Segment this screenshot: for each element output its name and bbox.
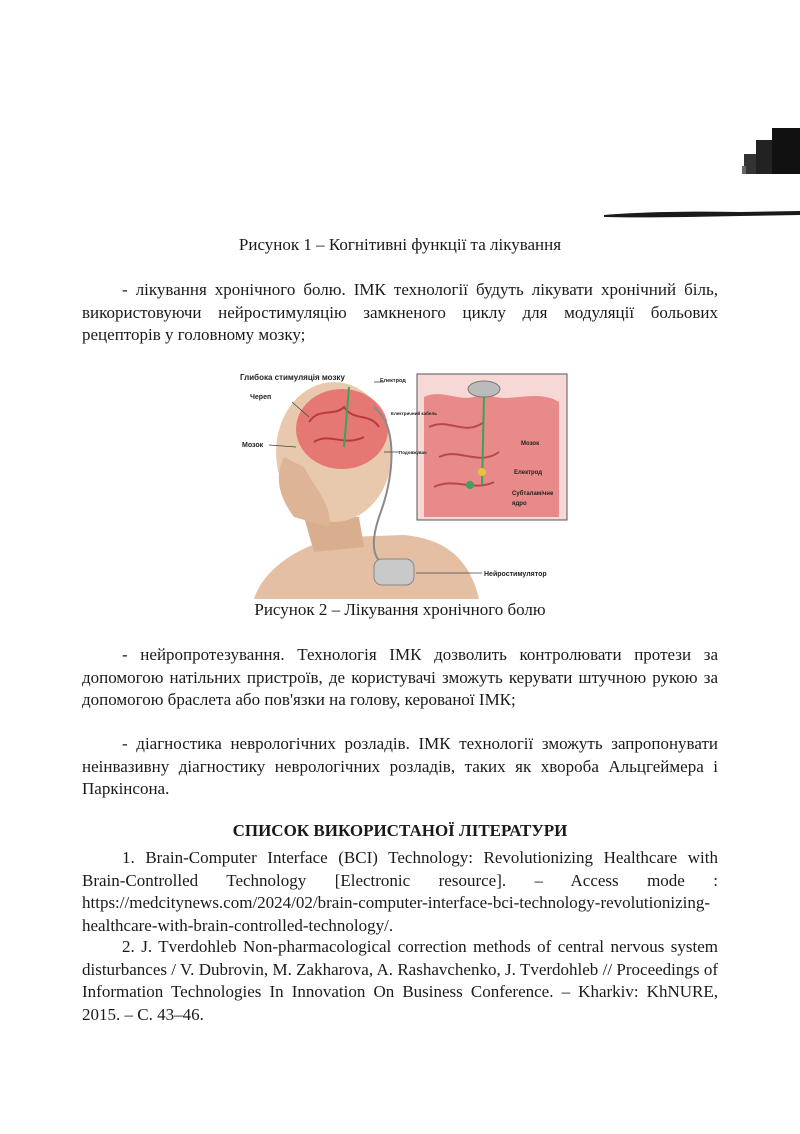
figure-2-illustration bbox=[234, 367, 570, 599]
label-subthalamic-2: ядро bbox=[512, 501, 527, 507]
scan-artefact-stroke bbox=[600, 206, 800, 220]
figure-2-caption: Рисунок 2 – Лікування хронічного болю bbox=[254, 600, 546, 619]
paragraph-neuroprosthetics: - нейропротезування. Технологія ІМК дозволить контролювати протези за допомогою натільних пристроїв, де користувачі зможуть керувати штучною рукою за допомогою браслета або пов'язки на голову, керованої ІМК; bbox=[82, 645, 718, 709]
references-heading: СПИСОК ВИКОРИСТАНОЇ ЛІТЕРАТУРИ bbox=[232, 821, 568, 840]
label-electrode-top: Електрод bbox=[380, 378, 406, 384]
label-dbs: Глибока стимуляція мозку bbox=[240, 373, 345, 382]
figure-1-caption: Рисунок 1 – Когнітивні функції та лікування bbox=[238, 235, 562, 254]
paragraph-diagnostics: - діагностика неврологічних розладів. ІМК технології зможуть запропонувати неінвазивну діагностику неврологічних розладів, таких як хвороба Альцгеймера і Паркінсона. bbox=[82, 734, 718, 798]
scan-artefact-block bbox=[742, 128, 800, 174]
label-skull: Череп bbox=[250, 394, 272, 401]
label-ext-cable: Електричний кабель bbox=[391, 411, 438, 416]
reference-item-1: 1. Brain-Computer Interface (BCI) Technology: Revolutionizing Healthcare with Brain-Controlled Technology [Electronic resource]. – Access mode : https://medcitynews.com/2024/02/brain-computer-interface-bci-technology-revolutionizing-healthcare-with-brain-controlled-technology/. bbox=[82, 848, 718, 935]
label-extension: Подовжувач bbox=[399, 450, 427, 455]
label-neurostimulator: Нейростимулятор bbox=[484, 571, 547, 578]
label-subthalamic-1: Субталамічне bbox=[512, 491, 554, 497]
reference-item-2: 2. J. Tverdohleb Non-pharmacological correction methods of central nervous system disturbances / V. Dubrovin, M. Zakharova, A. Rashavchenko, J. Tverdohleb // Proceedings of Information Technologies In Innovation On Business Conference. – Kharkiv: KhNURE, 2015. – С. 43–46. bbox=[82, 937, 718, 1024]
label-brain-right: Мозок bbox=[521, 441, 540, 447]
label-brain: Мозок bbox=[242, 442, 264, 449]
label-electrode-right: Електрод bbox=[514, 470, 543, 476]
paragraph-chronic-pain: - лікування хронічного болю. ІМК технології будуть лікувати хронічний біль, використовуючи нейростимуляцію замкненого циклу для модуляції больових рецепторів у головному мозку; bbox=[82, 280, 718, 344]
